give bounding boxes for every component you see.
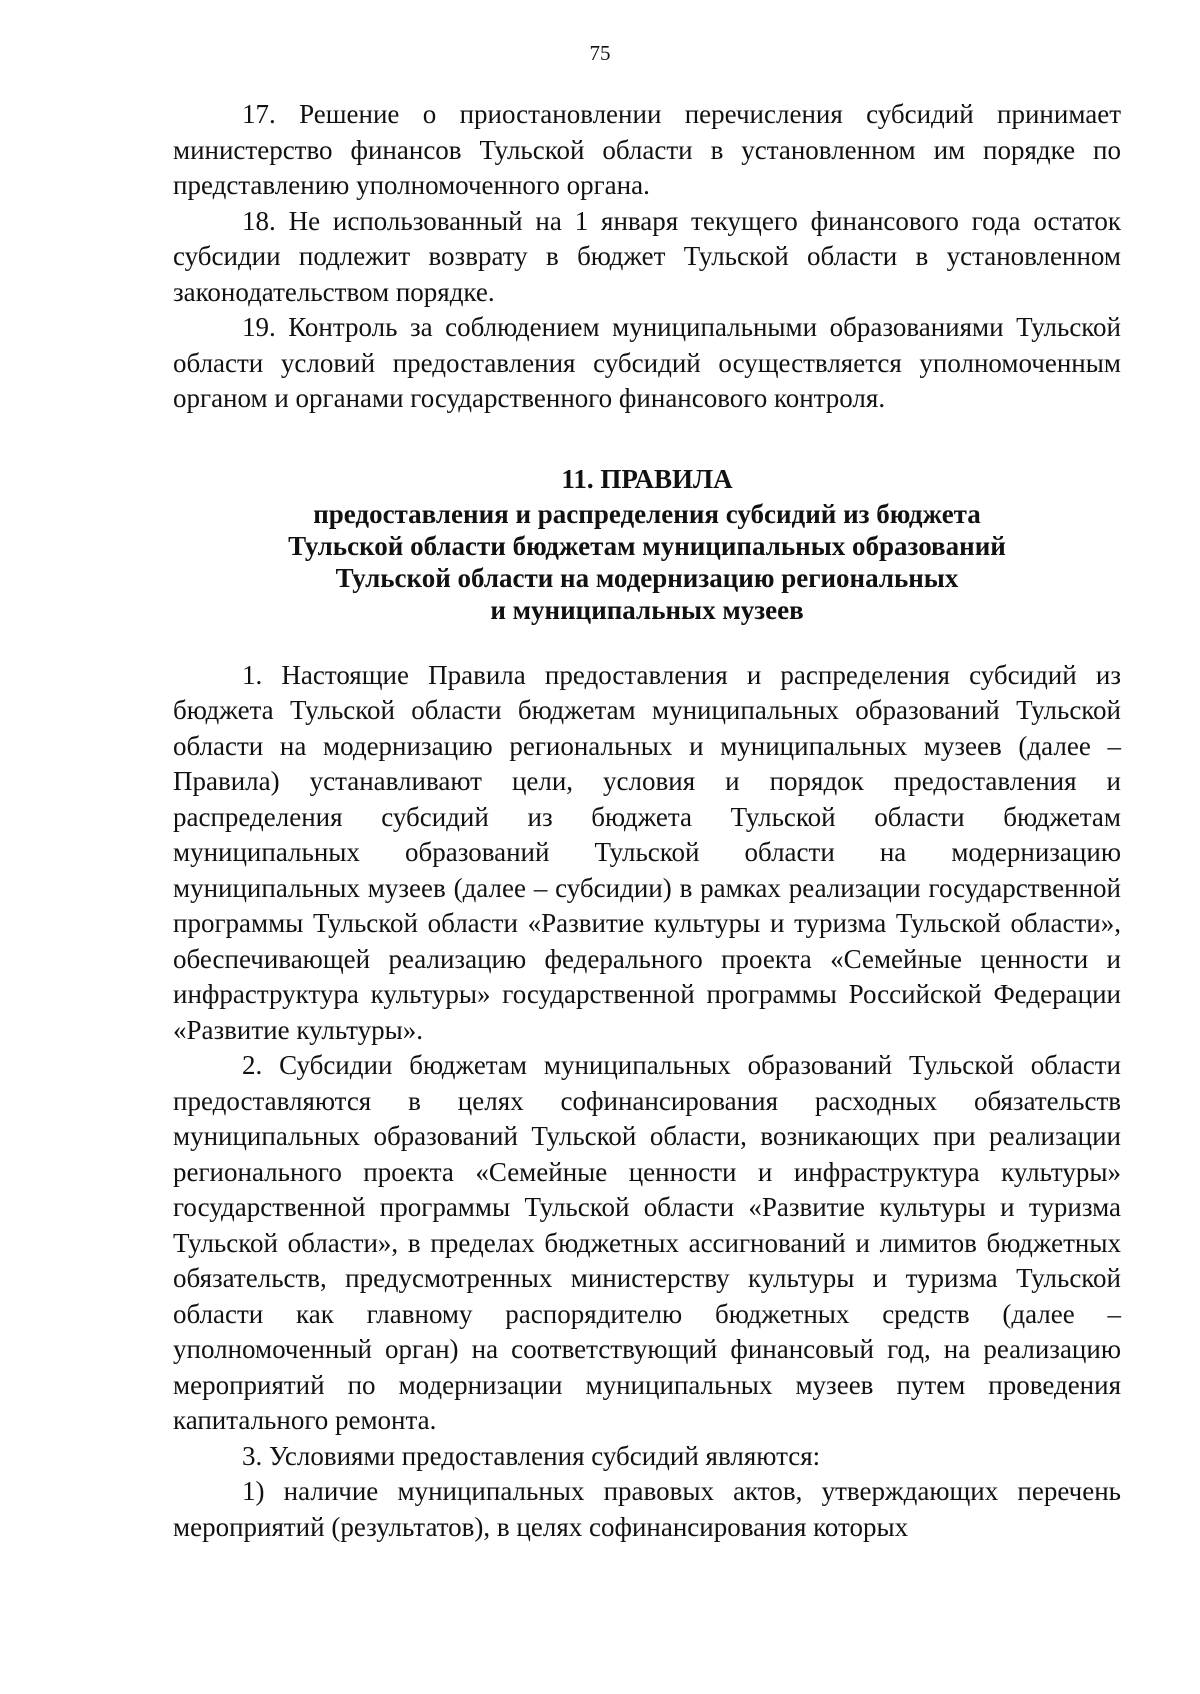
page-number: 75 — [589, 41, 611, 65]
paragraph-17: 17. Решение о приостановлении перечисления субсидий принимает министерство финансов Тульской области в установленном им порядке по представлению уполномоченного органа. — [173, 99, 1121, 200]
document-body — [173, 97, 1121, 1545]
section-subtitle-line-2: Тульской области бюджетам муниципальных образований — [288, 530, 1006, 561]
section-subtitle-line-3: Тульской области на модернизацию региональных — [335, 562, 959, 593]
section-subtitle-line-1: предоставления и распределения субсидий из бюджета — [313, 498, 981, 529]
section-heading — [173, 463, 1121, 626]
paragraph-1: 1. Настоящие Правила предоставления и распределения субсидий из бюджета Тульской области бюджетам муниципальных образований Тульской области на модернизацию региональных и муниципальных музеев (далее – Правила) устанавливают цели, условия и порядок предоставления и распределения субсидий из бюджета Тульской области бюджетам муниципальных образований Тульской области на модернизацию муниципальных музеев (далее – субсидии) в рамках реализации государственной программы Тульской области «Развитие культуры и туризма Тульской области», обеспечивающей реализацию федерального проекта «Семейные ценности и инфраструктура культуры» государственной программы Российской Федерации «Развитие культуры». — [173, 659, 1121, 1045]
section-title: 11. ПРАВИЛА — [561, 463, 733, 494]
paragraph-19: 19. Контроль за соблюдением муниципальными образованиями Тульской области условий предоставления субсидий осуществляется уполномоченным органом и органами государственного финансового контроля. — [173, 312, 1121, 413]
section-subtitle-line-4: и муниципальных музеев — [490, 594, 804, 625]
paragraph-3: 3. Условиями предоставления субсидий являются: — [242, 1440, 821, 1471]
paragraph-3-item-1: 1) наличие муниципальных правовых актов, утверждающих перечень мероприятий (результатов), в целях софинансирования которых — [173, 1476, 1121, 1542]
paragraph-2: 2. Субсидии бюджетам муниципальных образований Тульской области предоставляются в целях софинансирования расходных обязательств муниципальных образований Тульской области, возникающих при реализации регионального проекта «Семейные ценности и инфраструктура культуры» государственной программы Тульской области «Развитие культуры и туризма Тульской области», в пределах бюджетных ассигнований и лимитов бюджетных обязательств, предусмотренных министерству культуры и туризма Тульской области как главному распорядителю бюджетных средств (далее – уполномоченный орган) на соответствующий финансовый год, на реализацию мероприятий по модернизации муниципальных музеев путем проведения капитального ремонта. — [173, 1050, 1121, 1435]
paragraph-18: 18. Не использованный на 1 января текущего финансового года остаток субсидии подлежит возврату в бюджет Тульской области в установленном законодательством порядке. — [173, 205, 1121, 307]
